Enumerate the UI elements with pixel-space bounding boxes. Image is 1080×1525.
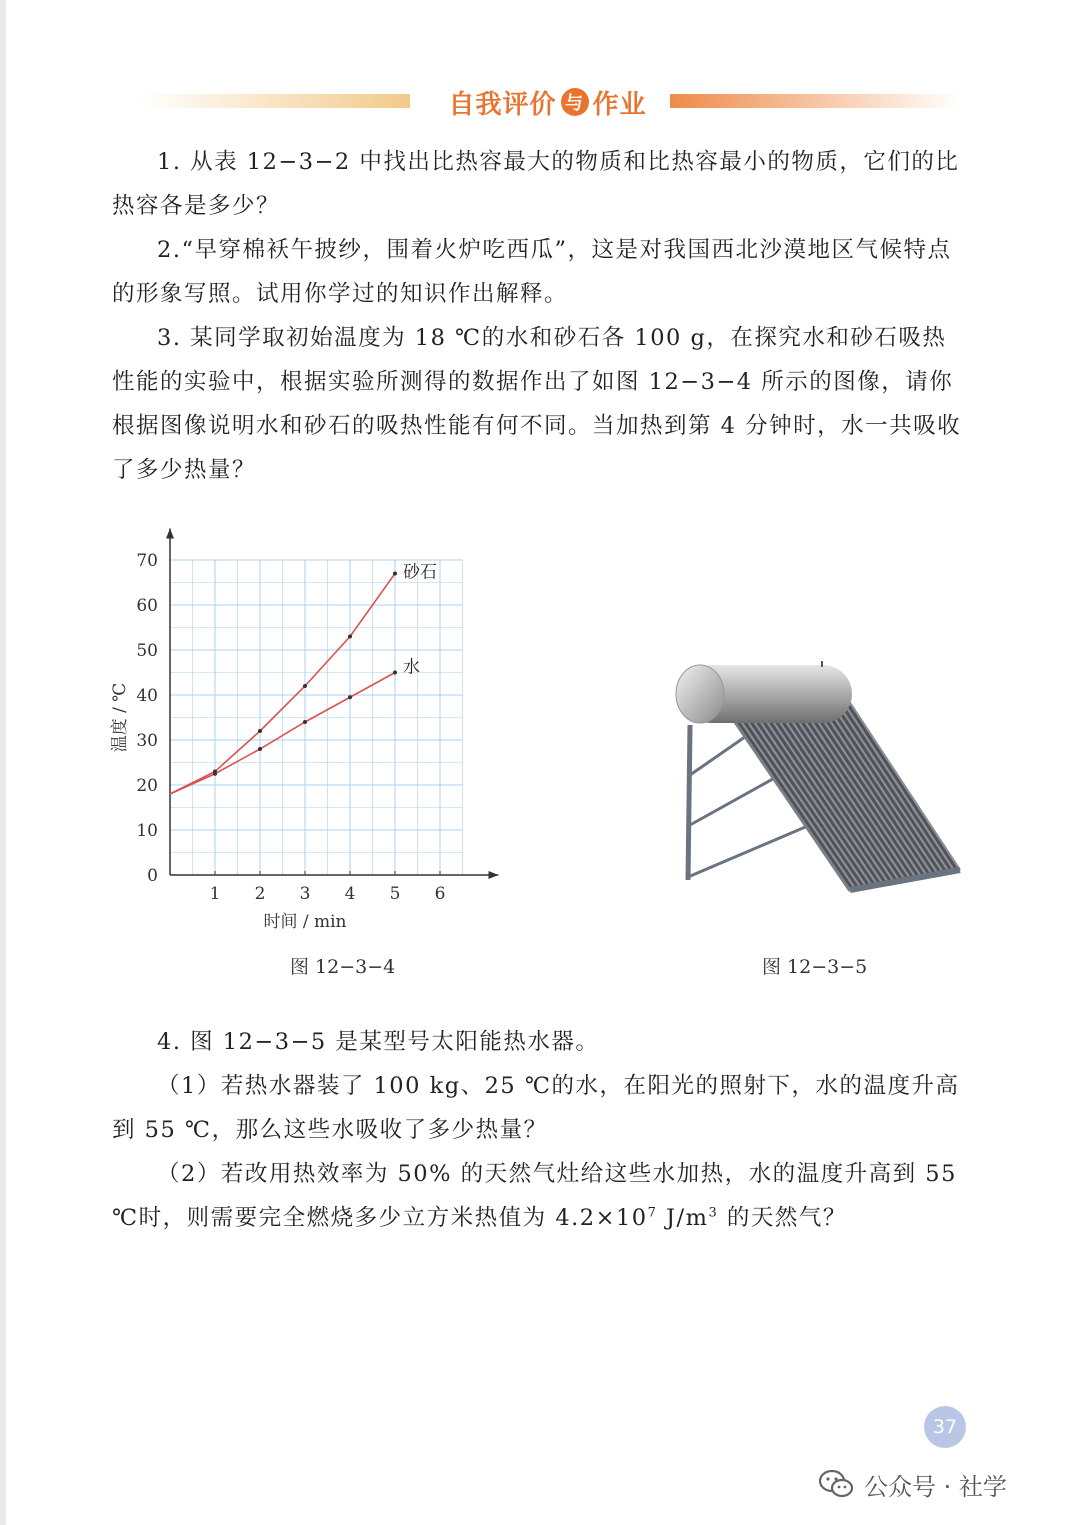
header-title-part2: 作业: [592, 89, 647, 120]
q4b-text-post: 的天然气？: [718, 1205, 847, 1231]
question-2: 2.“早穿棉袄午披纱，围着火炉吃西瓜”，这是对我国西北沙漠地区气候特点的形象写照。试用你学过的知识作出解释。: [112, 237, 952, 307]
y-tick-label: 50: [136, 641, 158, 661]
x-axis-label: 时间 / min: [263, 912, 347, 932]
data-point: [213, 772, 217, 776]
data-point: [348, 695, 352, 699]
q4b-exponent-2: 3: [708, 1205, 719, 1221]
data-point: [258, 747, 262, 751]
data-point: [348, 635, 352, 639]
section-header: [140, 84, 960, 120]
header-title-amp: 与: [561, 88, 589, 116]
data-point: [393, 671, 397, 675]
data-point: [393, 572, 397, 576]
wechat-icon: [818, 1469, 854, 1499]
x-axis-arrow: [489, 871, 499, 879]
data-point: [258, 729, 262, 733]
x-tick-label: 5: [389, 884, 401, 904]
data-point: [303, 720, 307, 724]
figure-12-3-5-caption: 图 12−3−5: [762, 956, 868, 978]
y-tick-label: 20: [136, 776, 158, 796]
y-tick-label: 70: [136, 551, 158, 571]
y-tick-label: 40: [136, 686, 158, 706]
series-label: 水: [403, 657, 420, 678]
question-1: 1. 从表 12−3−2 中找出比热容最大的物质和比热容最小的物质，它们的比热容各是多少？: [112, 149, 960, 219]
y-axis-arrow: [166, 529, 174, 539]
page-number: 37: [924, 1406, 966, 1448]
x-tick-label: 4: [344, 884, 356, 904]
y-tick-label: 0: [147, 866, 158, 886]
header-bar-right: [670, 94, 960, 108]
question-4-part-1: （1）若热水器装了 100 kg、25 ℃的水，在阳光的照射下，水的温度升高到 55 ℃，那么这些水吸收了多少热量？: [112, 1073, 960, 1143]
x-tick-label: 6: [434, 884, 446, 904]
y-tick-label: 60: [136, 596, 158, 616]
header-title: [430, 84, 665, 120]
y-axis-label: 温度 / ℃: [110, 682, 130, 753]
y-tick-label: 10: [136, 821, 158, 841]
temperature-chart: [100, 525, 530, 945]
data-point: [303, 684, 307, 688]
q4b-text-pre: （2）若改用热效率为 50% 的天然气灶给这些水加热，水的温度升高到 55 ℃时，则需要完全燃烧多少立方米热值为 4.2×10: [112, 1161, 957, 1231]
q4b-text-mid: J/m: [657, 1205, 709, 1231]
watermark: [818, 1466, 1007, 1502]
question-3: 3. 某同学取初始温度为 18 ℃的水和砂石各 100 g，在探究水和砂石吸热性能的实验中，根据实验所测得的数据作出了如图 12−3−4 所示的图像，请你根据图像说明水和砂石的吸热性能有何不同。当加热到第 4 分钟时，水一共吸收了多少热量？: [112, 325, 962, 483]
question-4: 4. 图 12−3−5 是某型号太阳能热水器。: [157, 1029, 600, 1055]
x-tick-label: 1: [209, 884, 221, 904]
solar-water-heater-image: [660, 655, 970, 895]
page-edge: [0, 0, 6, 1525]
header-bar-left: [140, 94, 410, 108]
y-tick-label: 30: [136, 731, 158, 751]
figure-12-3-4-caption: 图 12−3−4: [290, 956, 396, 978]
watermark-text: 公众号 · 社学: [864, 1472, 1007, 1501]
q4b-exponent: 7: [647, 1205, 658, 1221]
header-title-part1: 自我评价: [448, 89, 557, 120]
x-tick-label: 3: [299, 884, 311, 904]
question-4-part-2: [112, 1152, 964, 1240]
series-label: 砂石: [403, 562, 437, 583]
x-tick-label: 2: [254, 884, 266, 904]
